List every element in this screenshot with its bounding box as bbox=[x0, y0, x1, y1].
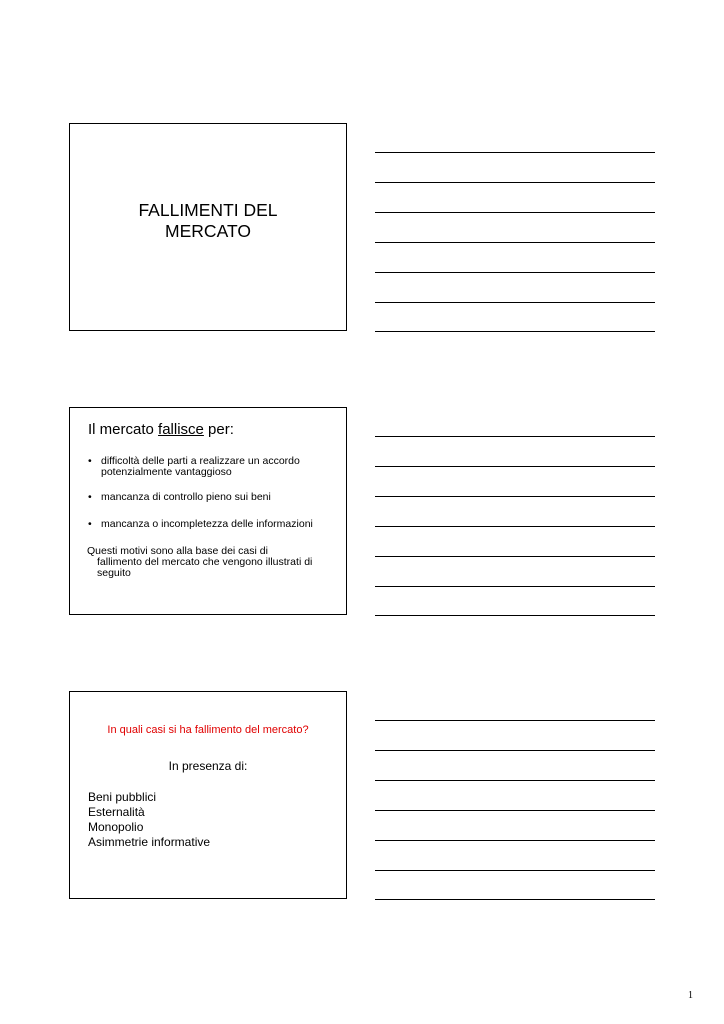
note-line bbox=[375, 870, 655, 871]
note-line bbox=[375, 720, 655, 721]
slide-2 bbox=[69, 407, 347, 615]
note-line bbox=[375, 899, 655, 900]
slide-2-heading bbox=[88, 421, 234, 438]
bullet-item: • difficoltà delle parti a realizzare un accordo potenzialmente vantaggioso bbox=[87, 456, 339, 478]
slide-3-subheading: In presenza di: bbox=[168, 759, 248, 773]
note-line bbox=[375, 780, 655, 781]
note-line bbox=[375, 750, 655, 751]
note-line bbox=[375, 466, 655, 467]
slide-3 bbox=[69, 691, 347, 899]
heading-suffix: per: bbox=[203, 421, 234, 438]
note-first-line: Questi motivi sono alla base dei casi di bbox=[87, 545, 268, 557]
slide-1 bbox=[69, 123, 347, 331]
slide-3-question: In quali casi si ha fallimento del mercato? bbox=[107, 724, 309, 736]
note-line bbox=[375, 615, 655, 616]
note-line bbox=[375, 152, 655, 153]
note-line bbox=[375, 212, 655, 213]
list-item: Esternalità bbox=[88, 805, 145, 819]
slide-2-bullet-list bbox=[87, 456, 339, 546]
list-item: Beni pubblici bbox=[88, 790, 157, 804]
note-line bbox=[375, 556, 655, 557]
note-line bbox=[375, 496, 655, 497]
note-line bbox=[375, 436, 655, 437]
note-line bbox=[375, 331, 655, 332]
slide-1-title: FALLIMENTI DEL MERCATO bbox=[138, 200, 278, 241]
note-line bbox=[375, 840, 655, 841]
bullet-item: • mancanza o incompletezza delle informazioni bbox=[87, 519, 339, 530]
heading-underlined-word: fallisce bbox=[158, 421, 204, 438]
slide-2-note bbox=[87, 546, 339, 579]
bullet-item: • mancanza di controllo pieno sui beni bbox=[87, 492, 339, 503]
note-line bbox=[375, 182, 655, 183]
note-line bbox=[375, 272, 655, 273]
note-line bbox=[375, 242, 655, 243]
note-line bbox=[375, 586, 655, 587]
note-rest: fallimento del mercato che vengono illustrati di seguito bbox=[97, 556, 313, 579]
heading-prefix: Il mercato bbox=[88, 421, 159, 438]
list-item: Monopolio bbox=[88, 820, 144, 834]
note-line bbox=[375, 302, 655, 303]
page-number: 1 bbox=[688, 990, 693, 1001]
note-line bbox=[375, 526, 655, 527]
slide-3-list bbox=[88, 790, 210, 850]
list-item: Asimmetrie informative bbox=[88, 835, 211, 849]
note-line bbox=[375, 810, 655, 811]
